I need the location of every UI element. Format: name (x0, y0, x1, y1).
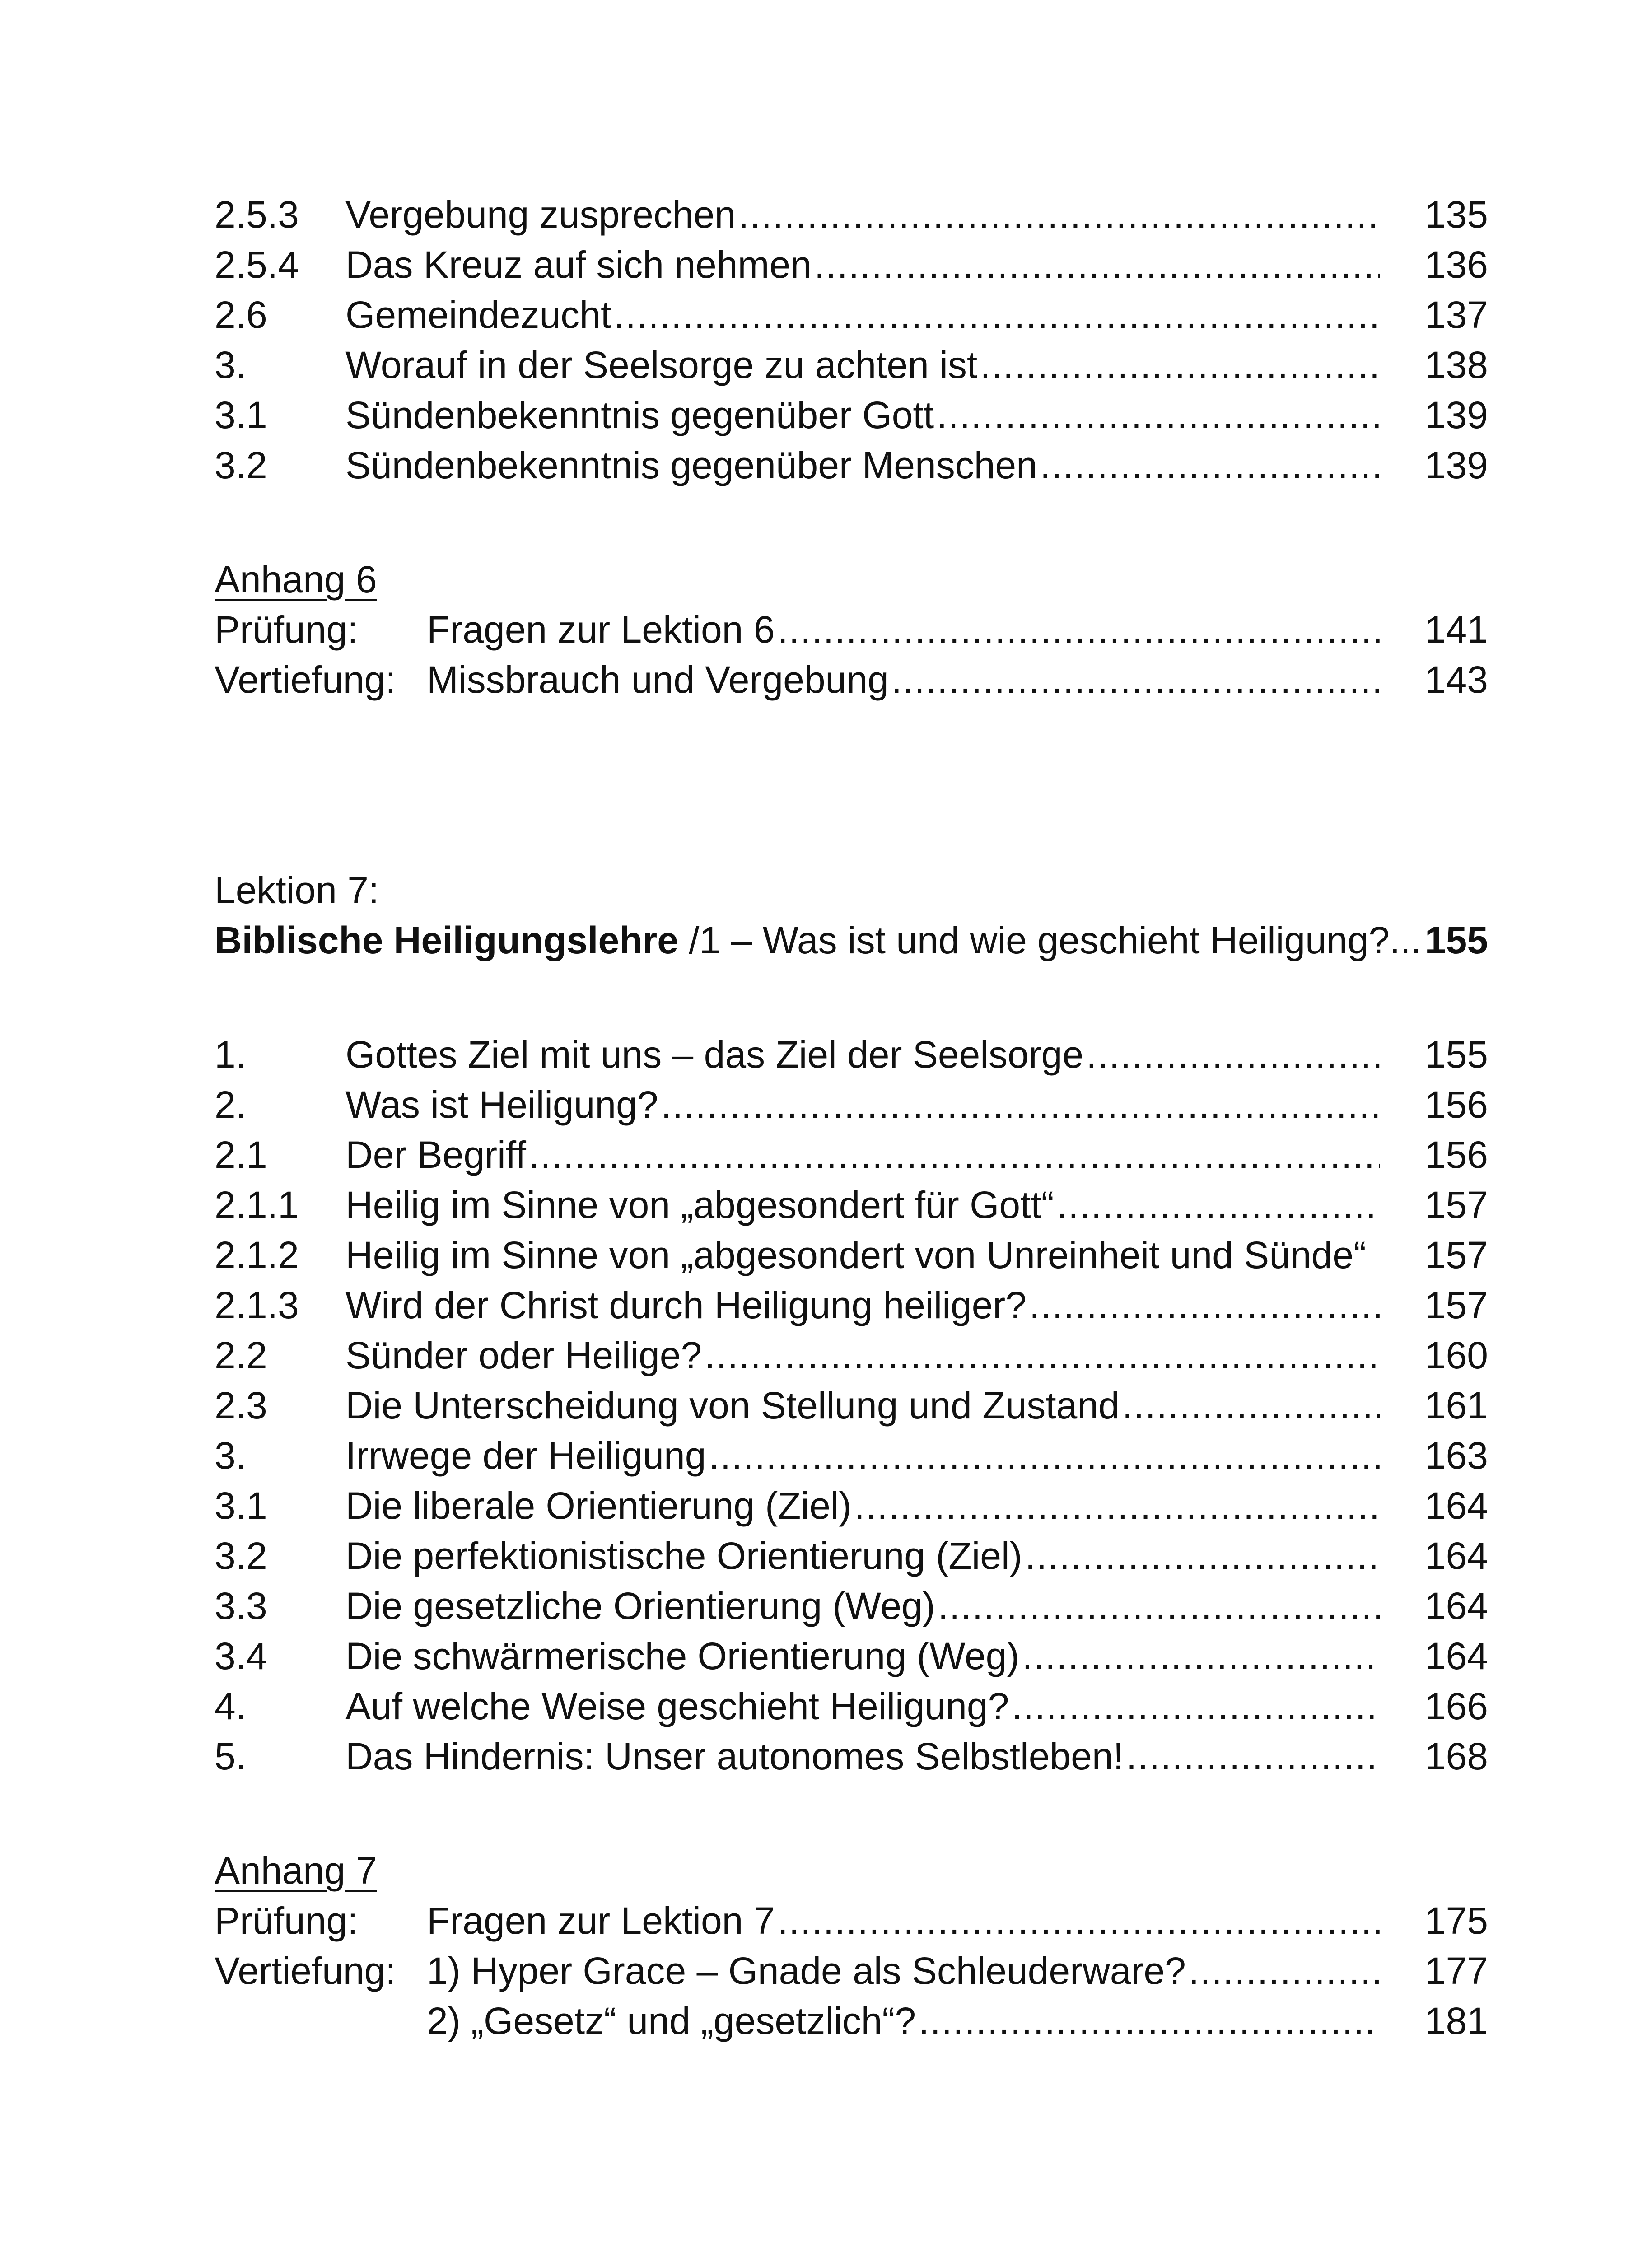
entry-number: 2.1.3 (215, 1284, 299, 1326)
toc-section-group2 (215, 1030, 1488, 1782)
entry-title: Der Begriff (345, 1134, 526, 1176)
entry-title: 2) „Gesetz“ und „gesetzlich“? (427, 2000, 916, 2042)
appendix-title: Anhang 6 (215, 558, 377, 601)
dot-leader (1122, 1381, 1380, 1431)
entry-page: 160 (1424, 1334, 1488, 1376)
toc-entry (215, 1731, 1488, 1782)
dot-leader (1040, 440, 1380, 490)
toc-section-anhang6 (215, 555, 1488, 705)
dot-leader (705, 1330, 1380, 1381)
lesson-title-rest: /1 – Was ist und wie geschieht Heiligung?... (678, 919, 1422, 961)
dot-leader (529, 1130, 1380, 1180)
entry-number: 3.1 (215, 1484, 267, 1527)
table-of-contents (215, 190, 1488, 2046)
entry-page: 136 (1424, 243, 1488, 286)
entry-title: Die Unterscheidung von Stellung und Zustand (345, 1384, 1120, 1427)
entry-label: Vertiefung: (215, 1950, 396, 1992)
entry-number: 2.2 (215, 1334, 267, 1376)
entry-page: 164 (1424, 1585, 1488, 1627)
entry-page: 175 (1424, 1899, 1488, 1942)
entry-page: 156 (1424, 1134, 1488, 1176)
dot-leader (661, 1080, 1380, 1130)
entry-page: 166 (1424, 1685, 1488, 1727)
toc-entry (215, 1481, 1488, 1531)
entry-number: 3. (215, 344, 247, 386)
entry-page: 164 (1424, 1535, 1488, 1577)
toc-entry (215, 655, 1488, 705)
toc-entry (215, 1531, 1488, 1581)
appendix-title: Anhang 7 (215, 1849, 377, 1892)
entry-number: 2.5.3 (215, 193, 299, 236)
toc-entry (215, 340, 1488, 390)
entry-number: 3.2 (215, 1535, 267, 1577)
entry-page: 157 (1424, 1284, 1488, 1326)
dot-leader (1012, 1681, 1380, 1731)
dot-leader (1029, 1280, 1380, 1330)
entry-title: Worauf in der Seelsorge zu achten ist (345, 344, 978, 386)
toc-entry (215, 1381, 1488, 1431)
entry-number: 4. (215, 1685, 247, 1727)
entry-title: Das Kreuz auf sich nehmen (345, 243, 812, 286)
entry-title: Das Hindernis: Unser autonomes Selbstleben! (345, 1735, 1124, 1777)
entry-page: 156 (1424, 1083, 1488, 1126)
dot-leader (1126, 1731, 1380, 1782)
dot-leader (1022, 1631, 1380, 1681)
toc-entry (215, 1180, 1488, 1230)
entry-page: 143 (1424, 658, 1488, 701)
toc-section-group1 (215, 190, 1488, 490)
entry-number: 2. (215, 1083, 247, 1126)
toc-entry (215, 1996, 1488, 2046)
entry-page: 155 (1424, 1033, 1488, 1076)
lesson-title-row (215, 915, 1488, 966)
dot-leader (1025, 1531, 1380, 1581)
appendix-heading (215, 555, 1488, 605)
toc-entry (215, 390, 1488, 440)
entry-label: Prüfung: (215, 1899, 358, 1942)
dot-leader (919, 1996, 1380, 2046)
toc-entry (215, 1080, 1488, 1130)
entry-number: 5. (215, 1735, 247, 1777)
entry-title: Sündenbekenntnis gegenüber Gott (345, 394, 934, 436)
entry-title: Was ist Heiligung? (345, 1083, 658, 1126)
dot-leader (777, 1896, 1380, 1946)
entry-title: Die perfektionistische Orientierung (Ziel) (345, 1535, 1022, 1577)
entry-number: 3.1 (215, 394, 267, 436)
entry-page: 138 (1424, 344, 1488, 386)
entry-title: Fragen zur Lektion 7 (427, 1899, 775, 1942)
entry-title: Wird der Christ durch Heiligung heiliger? (345, 1284, 1027, 1326)
entry-page: 139 (1424, 444, 1488, 486)
toc-entry (215, 1130, 1488, 1180)
entry-number: 3. (215, 1434, 247, 1477)
toc-entry (215, 290, 1488, 340)
entry-title: Sünder oder Heilige? (345, 1334, 702, 1376)
entry-page: 135 (1424, 193, 1488, 236)
lesson-heading (215, 865, 1488, 966)
entry-page: 157 (1424, 1234, 1488, 1276)
entry-page: 157 (1424, 1184, 1488, 1226)
entry-number: 1. (215, 1033, 247, 1076)
entry-title: Sündenbekenntnis gegenüber Menschen (345, 444, 1037, 486)
dot-leader (709, 1431, 1380, 1481)
dot-leader (1189, 1946, 1380, 1996)
entry-page: 177 (1424, 1950, 1488, 1992)
entry-page: 168 (1424, 1735, 1488, 1777)
entry-number: 2.6 (215, 294, 267, 336)
entry-title: Auf welche Weise geschieht Heiligung? (345, 1685, 1009, 1727)
entry-title: Fragen zur Lektion 6 (427, 608, 775, 651)
entry-title: 1) Hyper Grace – Gnade als Schleuderware? (427, 1950, 1186, 1992)
toc-entry (215, 1330, 1488, 1381)
dot-leader (980, 340, 1380, 390)
toc-section-anhang7 (215, 1846, 1488, 2046)
entry-number: 3.4 (215, 1635, 267, 1677)
dot-leader (738, 190, 1380, 240)
entry-page: 137 (1424, 294, 1488, 336)
toc-entry (215, 1896, 1488, 1946)
dot-leader (814, 240, 1380, 290)
entry-title: Irrwege der Heiligung (345, 1434, 706, 1477)
dot-leader (854, 1481, 1380, 1531)
dot-leader (1057, 1180, 1380, 1230)
toc-entry (215, 1581, 1488, 1631)
entry-page: 164 (1424, 1635, 1488, 1677)
entry-number: 2.5.4 (215, 243, 299, 286)
dot-leader (614, 290, 1380, 340)
toc-entry (215, 1681, 1488, 1731)
toc-entry (215, 1230, 1488, 1280)
entry-page: 164 (1424, 1484, 1488, 1527)
entry-number: 2.1.2 (215, 1234, 299, 1276)
lesson-label-row (215, 865, 1488, 915)
toc-entry (215, 1030, 1488, 1080)
toc-entry (215, 240, 1488, 290)
entry-title: Heilig im Sinne von „abgesondert für Gott“ (345, 1184, 1054, 1226)
entry-title: Die liberale Orientierung (Ziel) (345, 1484, 852, 1527)
entry-page: 139 (1424, 394, 1488, 436)
entry-label: Prüfung: (215, 608, 358, 651)
toc-entry (215, 440, 1488, 490)
entry-page: 181 (1424, 2000, 1488, 2042)
entry-number: 3.2 (215, 444, 267, 486)
entry-page: 161 (1424, 1384, 1488, 1427)
toc-entry (215, 1946, 1488, 1996)
toc-entry (215, 605, 1488, 655)
dot-leader (938, 1581, 1380, 1631)
dot-leader (937, 390, 1380, 440)
entry-title: Die schwärmerische Orientierung (Weg) (345, 1635, 1020, 1677)
toc-entry (215, 1631, 1488, 1681)
entry-title: Gemeindezucht (345, 294, 611, 336)
entry-page: 163 (1424, 1434, 1488, 1477)
toc-entry (215, 1431, 1488, 1481)
entry-number: 2.1 (215, 1134, 267, 1176)
dot-leader (1086, 1030, 1380, 1080)
lesson-page: 155 (1424, 919, 1488, 961)
entry-number: 2.3 (215, 1384, 267, 1427)
entry-number: 3.3 (215, 1585, 267, 1627)
entry-title: Vergebung zusprechen (345, 193, 736, 236)
dot-leader (891, 655, 1380, 705)
entry-title: Heilig im Sinne von „abgesondert von Unreinheit und Sünde“ (345, 1234, 1367, 1276)
entry-page: 141 (1424, 608, 1488, 651)
entry-title: Gottes Ziel mit uns – das Ziel der Seelsorge (345, 1033, 1084, 1076)
appendix-heading (215, 1846, 1488, 1896)
entry-title: Die gesetzliche Orientierung (Weg) (345, 1585, 935, 1627)
lesson-title-bold: Biblische Heiligungslehre (215, 919, 678, 961)
lesson-label: Lektion 7: (215, 869, 379, 911)
toc-entry (215, 1280, 1488, 1330)
entry-title: Missbrauch und Vergebung (427, 658, 889, 701)
toc-entry (215, 190, 1488, 240)
entry-label: Vertiefung: (215, 658, 396, 701)
entry-number: 2.1.1 (215, 1184, 299, 1226)
dot-leader (777, 605, 1380, 655)
